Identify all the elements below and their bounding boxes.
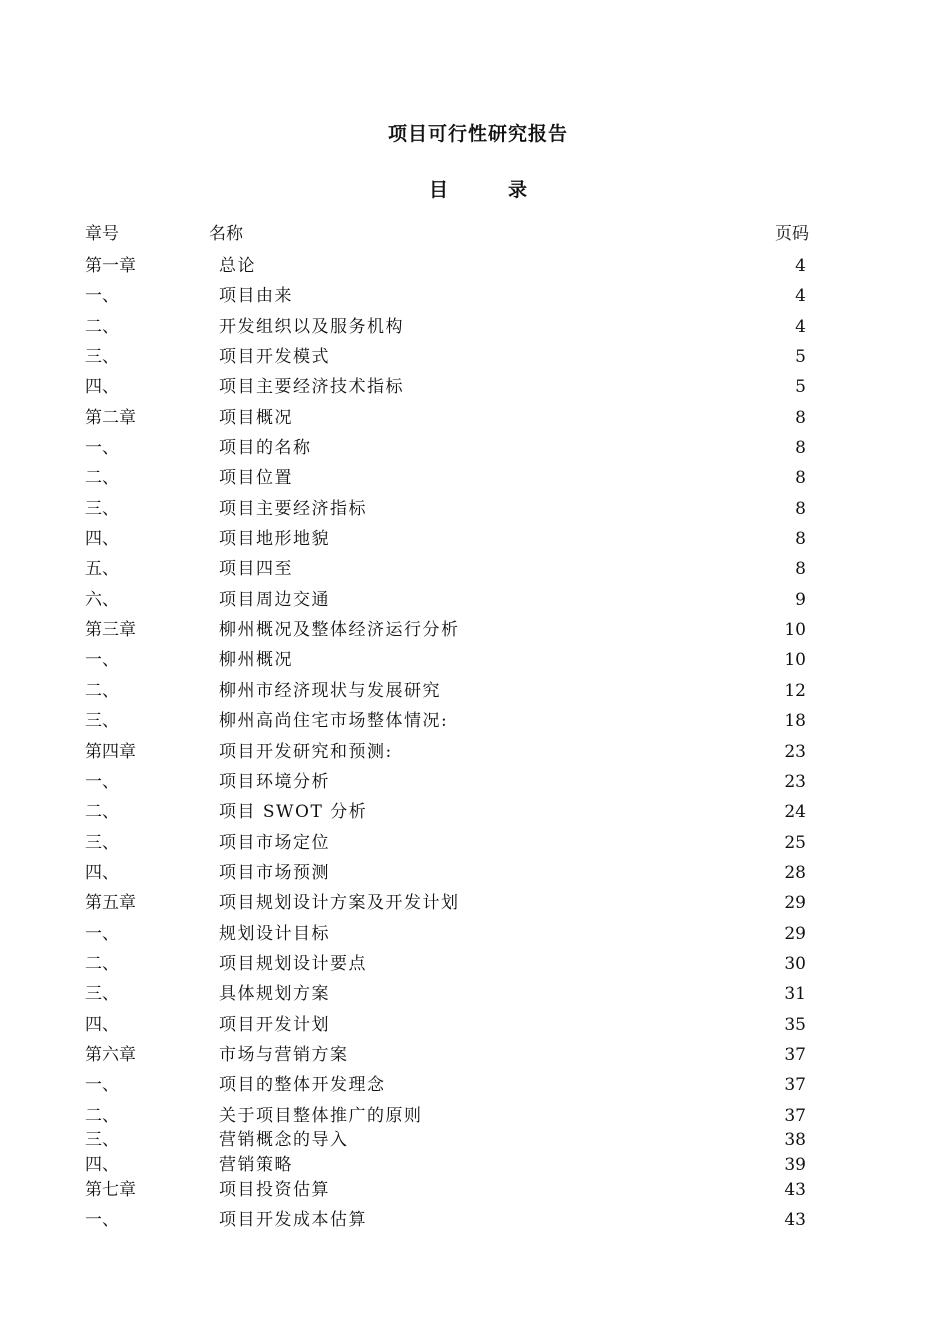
toc-chapter: 三、 (85, 498, 119, 519)
toc-page: 23 (784, 771, 806, 792)
toc-name: 项目开发模式 (219, 347, 330, 368)
toc-chapter: 第五章 (85, 893, 136, 914)
toc-entry[interactable] (0, 922, 950, 952)
toc-chapter: 第三章 (85, 620, 136, 641)
toc-chapter: 二、 (85, 316, 119, 337)
toc-chapter: 一、 (85, 438, 119, 459)
toc-name: 项目环境分析 (219, 771, 330, 792)
toc-chapter: 三、 (85, 984, 119, 1005)
toc-page: 10 (784, 650, 806, 671)
toc-entry[interactable] (0, 466, 950, 496)
toc-name: 项目开发计划 (219, 1014, 330, 1035)
toc-name: 项目规划设计要点 (219, 953, 367, 974)
toc-page: 9 (795, 589, 806, 610)
toc-name: 项目位置 (219, 468, 293, 489)
toc-name: 具体规划方案 (219, 984, 330, 1005)
toc-chapter: 一、 (85, 1210, 119, 1231)
toc-page: 29 (784, 893, 806, 914)
toc-entry[interactable] (0, 1073, 950, 1103)
toc-entry[interactable] (0, 527, 950, 557)
toc-name: 柳州市经济现状与发展研究 (219, 680, 441, 701)
toc-chapter: 第二章 (85, 407, 136, 428)
toc-name: 市场与营销方案 (219, 1044, 349, 1065)
toc-chapter: 四、 (85, 1155, 119, 1176)
toc-chapter: 二、 (85, 953, 119, 974)
toc-entry[interactable] (0, 345, 950, 375)
toc-heading-char: 录 (508, 179, 528, 201)
toc-name: 项目 SWOT 分析 (219, 802, 368, 823)
toc-list (0, 254, 950, 1239)
toc-page: 4 (795, 286, 806, 307)
toc-page: 8 (795, 559, 806, 580)
toc-header (0, 219, 950, 243)
toc-chapter: 第四章 (85, 741, 136, 762)
toc-name: 开发组织以及服务机构 (219, 316, 404, 337)
toc-page: 29 (784, 923, 806, 944)
toc-chapter: 三、 (85, 711, 119, 732)
toc-chapter: 一、 (85, 650, 119, 671)
toc-page: 28 (784, 862, 806, 883)
toc-page: 43 (784, 1210, 806, 1231)
toc-page: 12 (784, 680, 806, 701)
toc-entry[interactable] (0, 1128, 950, 1153)
toc-name: 关于项目整体推广的原则 (219, 1105, 423, 1126)
toc-name: 项目规划设计方案及开发计划 (219, 893, 460, 914)
toc-page: 8 (795, 407, 806, 428)
toc-entry[interactable] (0, 800, 950, 830)
toc-chapter: 四、 (85, 862, 119, 883)
toc-name: 营销策略 (219, 1155, 293, 1176)
toc-page: 8 (795, 498, 806, 519)
toc-entry[interactable] (0, 254, 950, 284)
document-title: 项目可行性研究报告 (387, 123, 568, 145)
toc-page: 37 (784, 1075, 806, 1096)
toc-page: 43 (784, 1180, 806, 1201)
toc-chapter: 二、 (85, 802, 119, 823)
toc-name: 项目概况 (219, 407, 293, 428)
toc-name: 项目地形地貌 (219, 529, 330, 550)
toc-chapter: 五、 (85, 559, 119, 580)
header-chapter: 章号 (85, 224, 119, 244)
toc-entry[interactable] (0, 618, 950, 648)
toc-chapter: 二、 (85, 468, 119, 489)
toc-entry[interactable] (0, 436, 950, 466)
toc-name: 柳州概况 (219, 650, 293, 671)
toc-page: 35 (784, 1014, 806, 1035)
toc-page: 5 (795, 347, 806, 368)
toc-name: 项目市场预测 (219, 862, 330, 883)
toc-entry[interactable] (0, 1104, 950, 1129)
toc-page: 38 (784, 1130, 806, 1151)
toc-page: 8 (795, 438, 806, 459)
toc-entry[interactable] (0, 831, 950, 861)
toc-entry[interactable] (0, 1013, 950, 1043)
toc-name: 总论 (219, 256, 256, 276)
toc-entry[interactable] (0, 891, 950, 921)
toc-page: 18 (784, 711, 806, 732)
toc-chapter: 四、 (85, 377, 119, 398)
toc-page: 39 (784, 1155, 806, 1176)
toc-name: 项目市场定位 (219, 832, 330, 853)
toc-entry[interactable] (0, 375, 950, 405)
toc-entry[interactable] (0, 588, 950, 618)
toc-name: 项目主要经济指标 (219, 498, 367, 519)
toc-chapter: 六、 (85, 589, 119, 610)
toc-name: 项目投资估算 (219, 1180, 330, 1201)
toc-entry[interactable] (0, 679, 950, 709)
toc-chapter: 四、 (85, 529, 119, 550)
toc-entry[interactable] (0, 284, 950, 314)
toc-page: 10 (784, 620, 806, 641)
toc-page: 25 (784, 832, 806, 853)
toc-entry[interactable] (0, 497, 950, 527)
toc-chapter: 第七章 (85, 1180, 136, 1201)
toc-name: 项目周边交通 (219, 589, 330, 610)
toc-entry[interactable] (0, 709, 950, 739)
toc-page: 31 (784, 984, 806, 1005)
toc-heading (0, 175, 950, 202)
toc-name: 项目的整体开发理念 (219, 1075, 386, 1096)
toc-chapter: 一、 (85, 923, 119, 944)
toc-entry[interactable] (0, 1178, 950, 1208)
toc-page: 37 (784, 1105, 806, 1126)
toc-page: 4 (795, 256, 806, 276)
toc-entry[interactable] (0, 1208, 950, 1238)
toc-chapter: 三、 (85, 832, 119, 853)
toc-page: 24 (784, 802, 806, 823)
toc-page: 23 (784, 741, 806, 762)
toc-name: 项目开发成本估算 (219, 1210, 367, 1231)
toc-chapter: 四、 (85, 1014, 119, 1035)
toc-entry[interactable] (0, 770, 950, 800)
toc-chapter: 三、 (85, 347, 119, 368)
toc-name: 柳州概况及整体经济运行分析 (219, 620, 460, 641)
toc-chapter: 三、 (85, 1130, 119, 1151)
toc-chapter: 二、 (85, 680, 119, 701)
toc-page: 4 (795, 316, 806, 337)
toc-entry[interactable] (0, 315, 950, 345)
toc-page: 37 (784, 1044, 806, 1065)
toc-name: 项目开发研究和预测: (219, 741, 393, 762)
toc-name: 柳州高尚住宅市场整体情况: (219, 711, 449, 732)
toc-entry[interactable] (0, 557, 950, 587)
toc-chapter: 一、 (85, 771, 119, 792)
toc-name: 项目的名称 (219, 438, 312, 459)
toc-entry[interactable] (0, 1043, 950, 1073)
toc-page: 8 (795, 529, 806, 550)
toc-entry[interactable] (0, 740, 950, 770)
toc-entry[interactable] (0, 1153, 950, 1178)
toc-name: 项目主要经济技术指标 (219, 377, 404, 398)
toc-name: 规划设计目标 (219, 923, 330, 944)
toc-entry[interactable] (0, 982, 950, 1012)
toc-entry[interactable] (0, 648, 950, 678)
toc-name: 项目由来 (219, 286, 293, 307)
header-name: 名称 (209, 224, 243, 244)
toc-name: 项目四至 (219, 559, 293, 580)
toc-chapter: 第一章 (85, 256, 136, 276)
toc-name: 营销概念的导入 (219, 1130, 349, 1151)
toc-entry[interactable] (0, 952, 950, 982)
toc-page: 8 (795, 468, 806, 489)
toc-heading-char: 目 (428, 179, 448, 201)
toc-page: 30 (784, 953, 806, 974)
toc-entry[interactable] (0, 861, 950, 891)
toc-page: 5 (795, 377, 806, 398)
toc-chapter: 第六章 (85, 1044, 136, 1065)
header-page: 页码 (775, 224, 809, 244)
toc-chapter: 二、 (85, 1105, 119, 1126)
toc-entry[interactable] (0, 406, 950, 436)
toc-chapter: 一、 (85, 286, 119, 307)
toc-chapter: 一、 (85, 1075, 119, 1096)
